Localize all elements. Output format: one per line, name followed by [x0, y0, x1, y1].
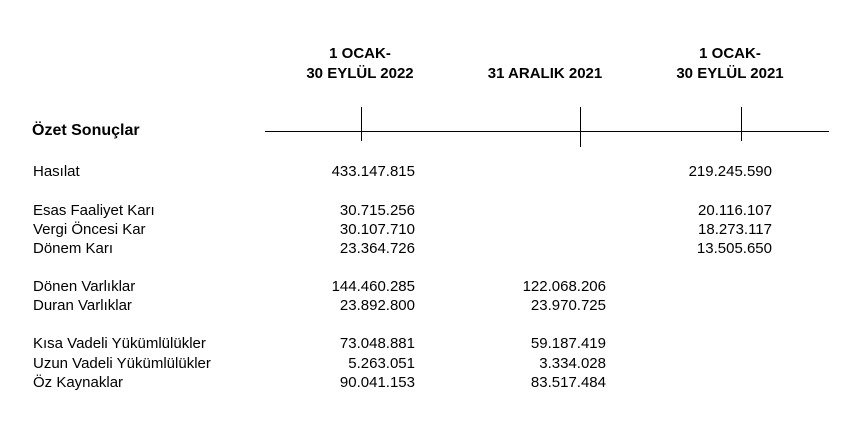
value-sep-2022: 433.147.815 — [331, 163, 415, 180]
section-title: Özet Sonuçlar — [32, 122, 140, 139]
value-sep-2021: 13.505.650 — [696, 240, 772, 257]
row-label: Kısa Vadeli Yükümlülükler — [33, 335, 206, 352]
column-header-line2: 30 EYLÜL 2021 — [676, 65, 784, 82]
row-label: Öz Kaynaklar — [33, 374, 124, 391]
table-row — [0, 296, 851, 316]
row-label: Vergi Öncesi Kar — [33, 221, 146, 238]
table-row — [0, 220, 851, 240]
value-sep-2022: 90.041.153 — [339, 374, 415, 391]
value-sep-2022: 73.048.881 — [339, 335, 415, 352]
value-dec-2021: 122.068.206 — [522, 278, 606, 295]
table-row — [0, 354, 851, 374]
value-sep-2022: 144.460.285 — [331, 278, 415, 295]
column-header-line2: 31 ARALIK 2021 — [487, 65, 603, 82]
row-label: Uzun Vadeli Yükümlülükler — [33, 355, 211, 372]
value-sep-2021: 219.245.590 — [688, 163, 772, 180]
row-label: Hasılat — [33, 163, 80, 180]
value-sep-2021: 18.273.117 — [698, 221, 772, 238]
row-label: Dönen Varlıklar — [33, 278, 136, 295]
table-row — [0, 162, 851, 182]
value-dec-2021: 3.334.028 — [539, 355, 606, 372]
column-divider-tick — [741, 107, 742, 141]
header-rule — [265, 131, 829, 132]
row-label: Dönem Karı — [33, 240, 114, 257]
column-header-line1: 1 OCAK- — [699, 45, 761, 62]
column-header-dec-2021 — [470, 64, 620, 84]
table-row — [0, 201, 851, 221]
value-sep-2022: 5.263.051 — [348, 355, 415, 372]
value-sep-2022: 23.364.726 — [339, 240, 415, 257]
row-label: Duran Varlıklar — [33, 297, 132, 314]
column-header-line2: 30 EYLÜL 2022 — [306, 65, 414, 82]
value-sep-2022: 30.715.256 — [339, 202, 415, 219]
value-sep-2022: 23.892.800 — [339, 297, 415, 314]
table-row — [0, 334, 851, 354]
value-sep-2022: 30.107.710 — [339, 221, 415, 238]
row-label: Esas Faaliyet Karı — [33, 202, 155, 219]
table-row — [0, 239, 851, 259]
value-dec-2021: 83.517.484 — [530, 374, 606, 391]
column-divider-tick — [361, 107, 362, 141]
column-divider-tick — [580, 107, 581, 147]
table-row — [0, 277, 851, 297]
value-dec-2021: 59.187.419 — [530, 335, 606, 352]
column-header-sep-2021 — [660, 44, 800, 84]
value-sep-2021: 20.116.107 — [698, 202, 772, 219]
table-row — [0, 373, 851, 393]
column-header-sep-2022 — [290, 44, 430, 84]
column-header-line1: 1 OCAK- — [329, 45, 391, 62]
value-dec-2021: 23.970.725 — [530, 297, 606, 314]
